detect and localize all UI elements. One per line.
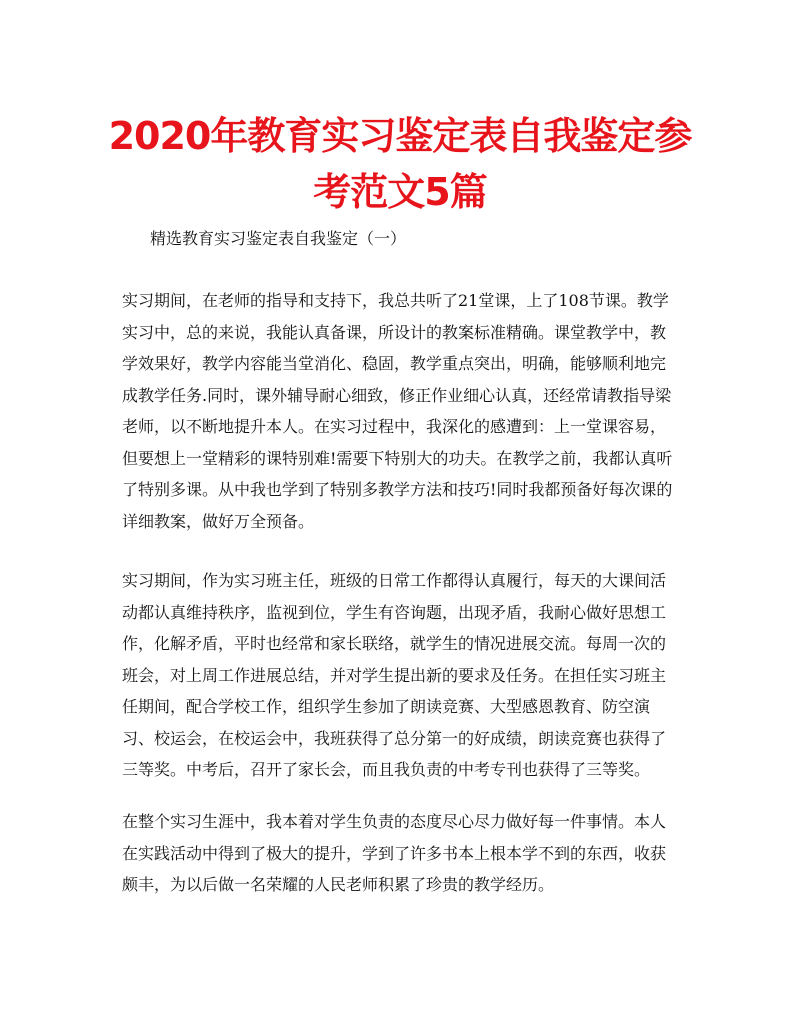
- document-title: 2020年教育实习鉴定表自我鉴定参考范文5篇: [108, 114, 692, 214]
- body-paragraph-3: 在整个实习生涯中，我本着对学生负责的态度尽心尽力做好每一件事情。本人在实践活动中得到了极大的提升，学到了许多书本上根本学不到的东西，收获颇丰，为以后做一名荣耀的人民老师积累了珍贵的教学经历。: [122, 812, 667, 894]
- body-paragraph-1: 实习期间，在老师的指导和支持下，我总共听了21堂课，上了108节课。教学实习中，总的来说，我能认真备课，所设计的教案标准精确。课堂教学中，教学效果好，教学内容能当堂消化、稳固，教学重点突出，明确，能够顺利地完成教学任务.同时，课外辅导耐心细致，修正作业细心认真，还经常请教指导梁老师，以不断地提升本人。在实习过程中，我深化的感遭到：上一堂课容易，但要想上一堂精彩的课特别难!需要下特别大的功夫。在教学之前，我都认真听了特别多课。从中我也学到了特别多教学方法和技巧!同时我都预备好每次课的详细教案，做好万全预备。: [122, 291, 673, 531]
- body-paragraph-2: 实习期间，作为实习班主任，班级的日常工作都得认真履行，每天的大课间活动都认真维持秩序，监视到位，学生有咨询题，出现矛盾，我耐心做好思想工作，化解矛盾，平时也经常和家长联络，就学生的情况进展交流。每周一次的班会，对上周工作进展总结，并对学生提出新的要求及任务。在担任实习班主任期间，配合学校工作，组织学生参加了朗读竞赛、大型感恩教育、防空演习、校运会，在校运会中，我班获得了总分第一的好成绩，朗读竞赛也获得了三等奖。中考后，召开了家长会，而且我负责的中考专刊也获得了三等奖。: [122, 571, 667, 779]
- section-subtitle: 精选教育实习鉴定表自我鉴定（一）: [150, 229, 407, 248]
